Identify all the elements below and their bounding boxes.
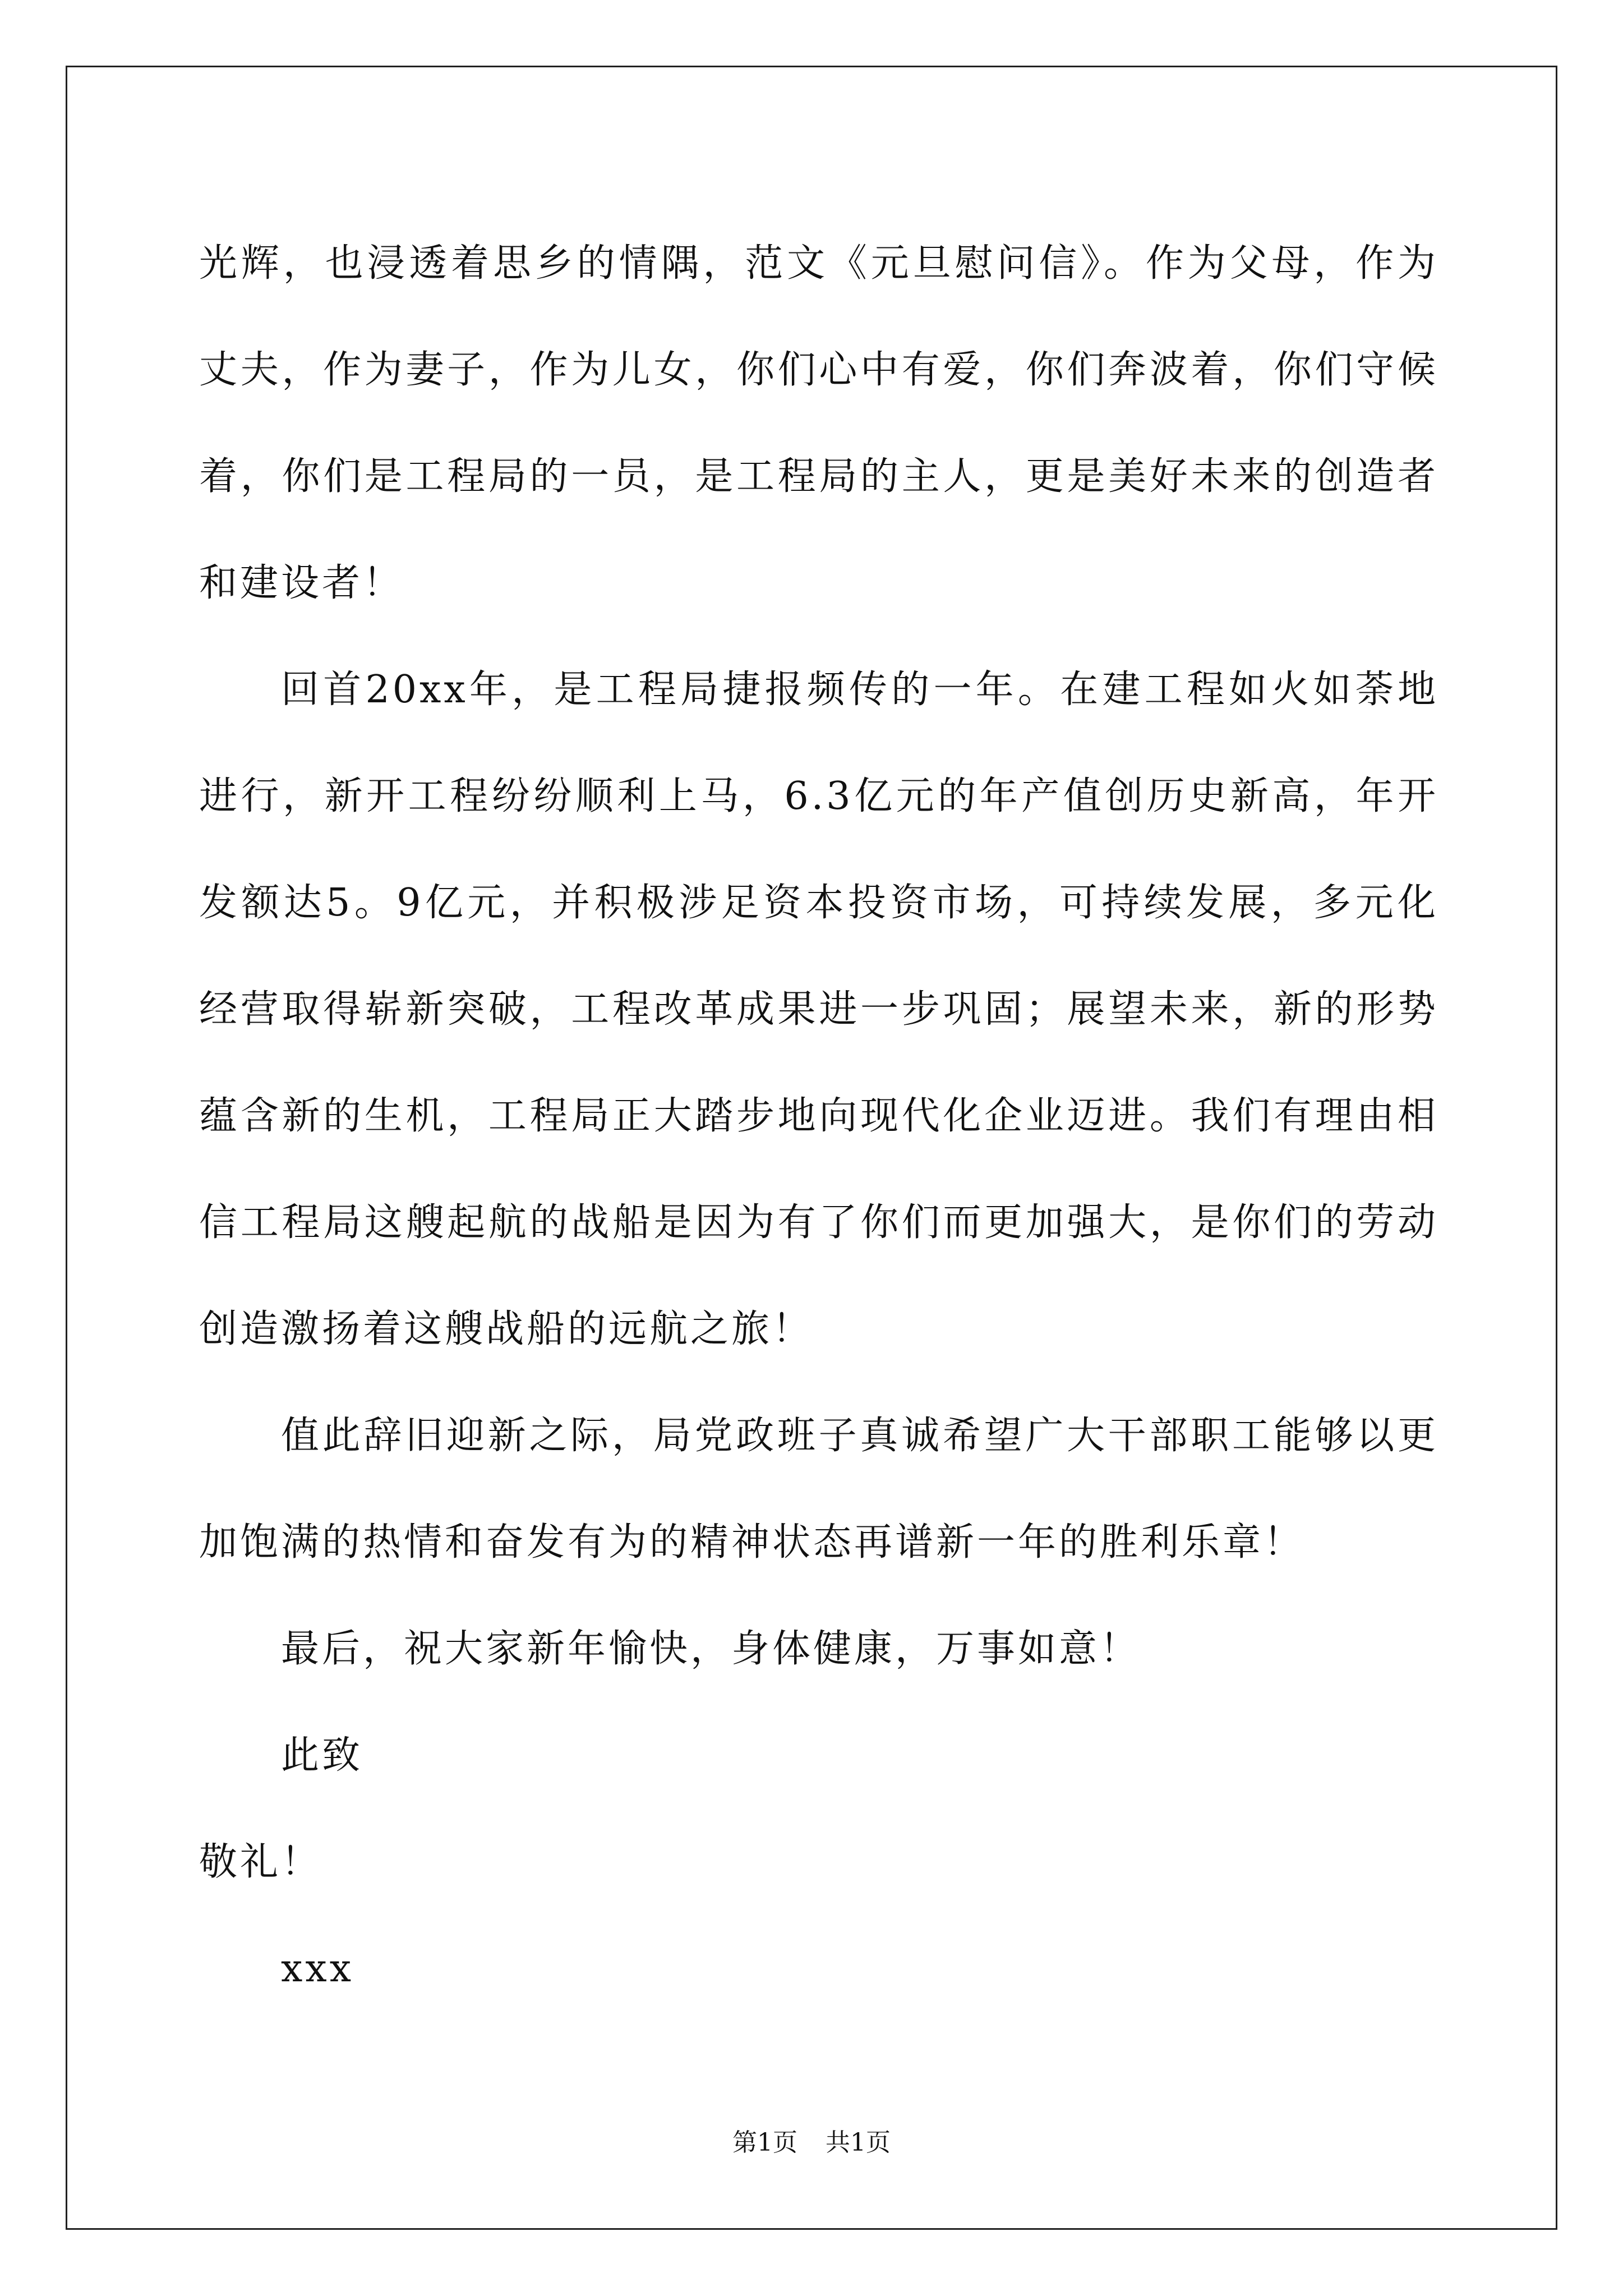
- page-footer: [0, 2126, 1623, 2160]
- paragraph-wishes: 最后，祝大家新年愉快，身体健康，万事如意！: [281, 1627, 1141, 1671]
- paragraph-hope: 值此辞旧迎新之际，局党政班子真诚希望广大干部职工能够以更加饱满的热情和奋发有为的精神状态再谱新一年的胜利乐章！: [199, 1414, 1438, 1565]
- closing-respect: 敬礼！: [199, 1840, 322, 1884]
- paragraph-greeting-continuation: 光辉，也浸透着思乡的情隅，范文《元旦慰问信》。作为父母，作为丈夫，作为妻子，作为儿女，你们心中有爱，你们奔波着，你们守候着，你们是工程局的一员，是工程局的主人，更是美好未来的创造者和建设者！: [199, 241, 1438, 605]
- closing-salutation: 此致: [281, 1733, 363, 1778]
- paragraph-review: 回首20xx年，是工程局捷报频传的一年。在建工程如火如荼地进行，新开工程纷纷顺利上马，6.3亿元的年产值创历史新高，年开发额达5。9亿元，并积极涉足资本投资市场，可持续发展，多元化经营取得崭新突破，工程改革成果进一步巩固；展望未来，新的形势蕴含新的生机，工程局正大踏步地向现代化企业迈进。我们有理由相信工程局这艘起航的战船是因为有了你们而更加强大，是你们的劳动创造激扬着这艘战船的远航之旅！: [199, 668, 1438, 1351]
- page-total: 共1页: [826, 2128, 891, 2157]
- page-current: 第1页: [732, 2128, 797, 2157]
- signature: xxx: [281, 1947, 354, 1991]
- letter-body: [199, 210, 1438, 2022]
